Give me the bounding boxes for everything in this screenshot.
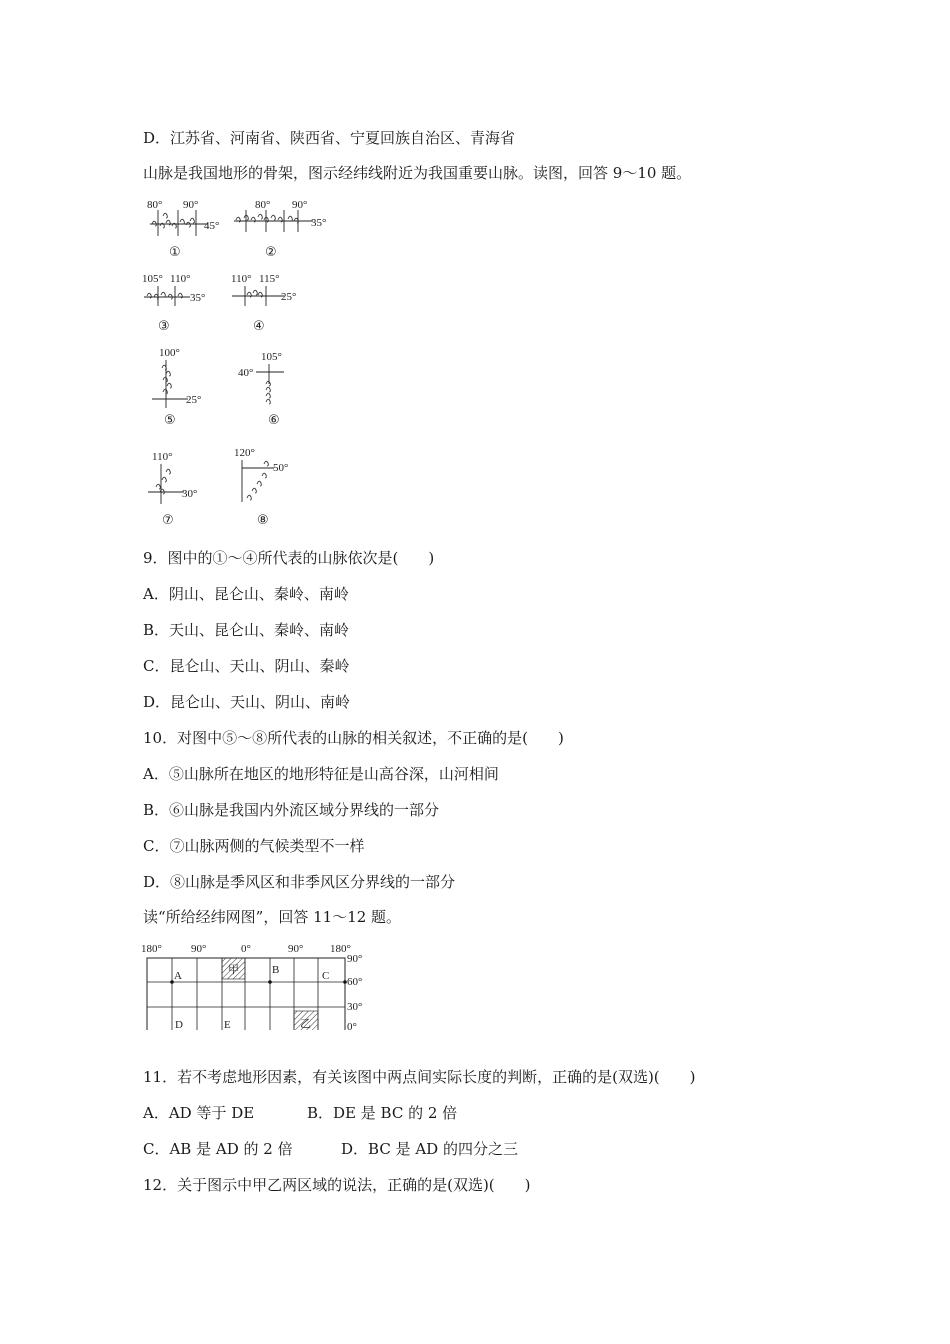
lon-label-6: 105° xyxy=(261,351,282,363)
grid-top-label-90e: 90° xyxy=(288,943,304,955)
question-10: 10．对图中⑤～⑧所代表的山脉的相关叙述，不正确的是( ) xyxy=(143,729,564,747)
figure-number-3: ③ xyxy=(158,319,170,334)
point-e: E xyxy=(224,1019,231,1030)
mountain-figure xyxy=(138,196,338,531)
grid-right-label-30: 30° xyxy=(347,1001,363,1013)
question-11-option-d: D．BC 是 AD 的四分之三 xyxy=(341,1140,518,1158)
region-jia-label: 甲 xyxy=(228,964,239,976)
mountain-diagram-8 xyxy=(234,447,288,528)
grid-top-label-0: 0° xyxy=(241,943,251,955)
point-c: C xyxy=(322,970,330,982)
question-11-option-b: B．DE 是 BC 的 2 倍 xyxy=(307,1104,458,1122)
intro-11-12: 读“所给经纬网图”，回答 11～12 题。 xyxy=(143,908,402,926)
lon-label-5: 100° xyxy=(159,347,180,359)
mountain-diagram-2 xyxy=(234,199,326,260)
question-10-option-b: B．⑥山脉是我国内外流区域分界线的一部分 xyxy=(143,801,440,819)
figure-number-7: ⑦ xyxy=(162,513,174,528)
question-10-option-c: C．⑦山脉两侧的气候类型不一样 xyxy=(143,837,365,855)
question-9-option-d: D．昆仑山、天山、阴山、南岭 xyxy=(143,693,351,711)
point-d: D xyxy=(175,1019,183,1030)
figure-number-5: ⑤ xyxy=(164,413,176,428)
question-11-options-ab xyxy=(143,1103,457,1123)
lon-label-3a: 105° xyxy=(142,273,163,285)
lon-label-7: 110° xyxy=(152,451,173,463)
question-9-option-a: A．阴山、昆仑山、秦岭、南岭 xyxy=(143,585,349,603)
question-10-option-a: A．⑤山脉所在地区的地形特征是山高谷深，山河相间 xyxy=(143,765,499,783)
latlong-grid-figure xyxy=(138,938,378,1030)
lat-label-1: 45° xyxy=(204,220,220,232)
lon-label-1a: 80° xyxy=(147,199,163,211)
point-b: B xyxy=(272,964,280,976)
grid-right-label-90: 90° xyxy=(347,953,363,965)
lat-label-5: 25° xyxy=(186,394,202,406)
question-9-option-c: C．昆仑山、天山、阴山、秦岭 xyxy=(143,657,350,675)
grid-right-label-0: 0° xyxy=(347,1021,357,1030)
question-12: 12．关于图示中甲乙两区域的说法，正确的是(双选)( ) xyxy=(143,1176,531,1194)
mountain-diagram-6 xyxy=(238,351,284,428)
lon-label-3b: 110° xyxy=(170,273,191,285)
question-10-option-d: D．⑧山脉是季风区和非季风区分界线的一部分 xyxy=(143,873,456,891)
figure-number-2: ② xyxy=(265,245,277,260)
question-11-options-cd xyxy=(143,1139,518,1159)
lat-label-6: 40° xyxy=(238,367,254,379)
question-9-option-b: B．天山、昆仑山、秦岭、南岭 xyxy=(143,621,350,639)
question-11-option-a: A．AD 等于 DE xyxy=(143,1104,255,1122)
figure-number-6: ⑥ xyxy=(268,413,280,428)
lon-label-4a: 110° xyxy=(231,273,252,285)
question-9: 9．图中的①～④所代表的山脉依次是( ) xyxy=(143,549,435,567)
question-11: 11．若不考虑地形因素，有关该图中两点间实际长度的判断，正确的是(双选)( ) xyxy=(143,1068,696,1086)
lon-label-4b: 115° xyxy=(259,273,280,285)
mountain-diagram-7 xyxy=(148,451,197,528)
lat-label-4: 25° xyxy=(281,291,297,303)
grid-right-label-60: 60° xyxy=(347,976,363,988)
lat-label-8: 50° xyxy=(273,462,289,474)
figure-number-4: ④ xyxy=(253,319,265,334)
lon-label-8: 120° xyxy=(234,447,255,459)
point-a: A xyxy=(174,970,182,982)
grid-top-label-90w: 90° xyxy=(191,943,207,955)
mountain-diagram-4 xyxy=(231,273,296,334)
grid-top-label-180e: 180° xyxy=(330,943,351,955)
lon-label-2a: 80° xyxy=(255,199,271,211)
lon-label-1b: 90° xyxy=(183,199,199,211)
lat-label-3: 35° xyxy=(190,292,206,304)
question-11-option-c: C．AB 是 AD 的 2 倍 xyxy=(143,1140,293,1158)
lat-label-7: 30° xyxy=(182,488,198,500)
mountain-diagram-1 xyxy=(147,199,219,260)
mountain-diagram-5 xyxy=(152,347,201,428)
figure-number-1: ① xyxy=(169,245,181,260)
lat-label-2: 35° xyxy=(311,217,327,229)
region-yi-label: 乙 xyxy=(300,1018,311,1030)
option-d-previous: D．江苏省、河南省、陕西省、宁夏回族自治区、青海省 xyxy=(143,129,516,147)
figure-number-8: ⑧ xyxy=(257,513,269,528)
lon-label-2b: 90° xyxy=(292,199,308,211)
intro-9-10: 山脉是我国地形的骨架，图示经纬线附近为我国重要山脉。读图，回答 9～10 题。 xyxy=(143,164,692,182)
grid-top-label-180w: 180° xyxy=(141,943,162,955)
mountain-diagram-3 xyxy=(142,273,205,334)
